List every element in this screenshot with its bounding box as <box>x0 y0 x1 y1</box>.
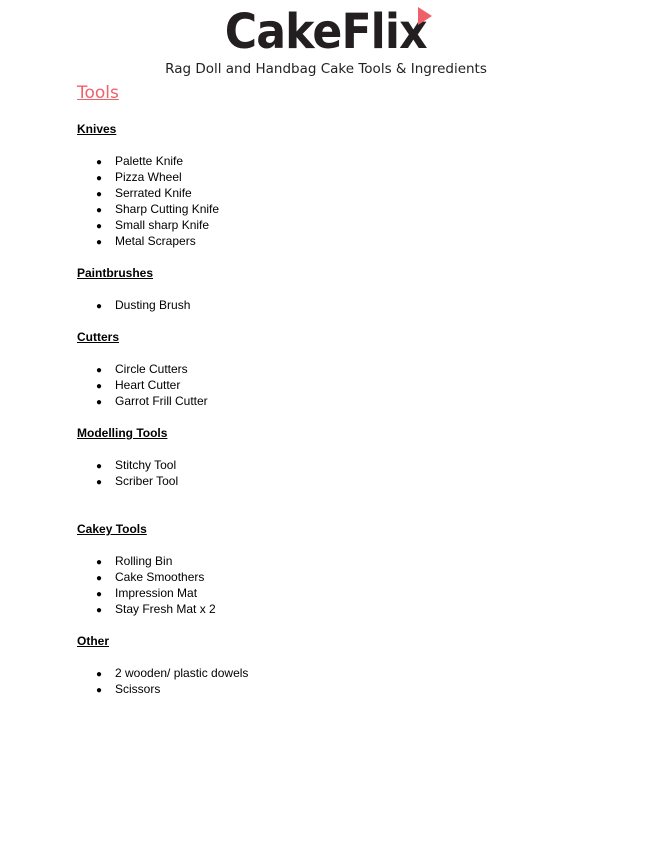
list-item: ● Sharp Cutting Knife <box>96 201 219 219</box>
bullet-icon: ● <box>96 365 103 376</box>
list-item: ● Stay Fresh Mat x 2 <box>96 601 216 619</box>
list-item: ● Metal Scrapers <box>96 233 196 251</box>
bullet-icon: ● <box>96 589 103 600</box>
bullet-icon: ● <box>96 669 103 680</box>
document-subtitle: Rag Doll and Handbag Cake Tools & Ingredients <box>165 61 487 77</box>
bullet-icon: ● <box>96 205 103 216</box>
category-heading-knives: Knives <box>77 122 117 136</box>
bullet-icon: ● <box>96 173 103 184</box>
list-item: ● Scriber Tool <box>96 473 178 491</box>
section-title-tools: Tools <box>77 83 119 103</box>
list-item: ● Garrot Frill Cutter <box>96 393 208 411</box>
list-item: ● Cake Smoothers <box>96 569 204 587</box>
bullet-icon: ● <box>96 237 103 248</box>
bullet-icon: ● <box>96 477 103 488</box>
bullet-icon: ● <box>96 605 103 616</box>
category-heading-paintbrushes: Paintbrushes <box>77 266 154 280</box>
play-triangle-icon <box>418 7 432 25</box>
bullet-icon: ● <box>96 189 103 200</box>
list-item: ● Serrated Knife <box>96 185 192 203</box>
list-item: ● Stitchy Tool <box>96 457 176 475</box>
category-heading-other: Other <box>77 634 110 648</box>
category-heading-cutters: Cutters <box>77 330 120 344</box>
list-item: ● Impression Mat <box>96 585 197 603</box>
list-item: ● Rolling Bin <box>96 553 172 571</box>
bullet-icon: ● <box>96 685 103 696</box>
list-item: ● Dusting Brush <box>96 297 190 315</box>
cakeflix-logo <box>0 4 652 60</box>
list-item: ● Pizza Wheel <box>96 169 182 187</box>
bullet-icon: ● <box>96 461 103 472</box>
list-item: ● Scissors <box>96 681 160 699</box>
list-item: ● Palette Knife <box>96 153 183 171</box>
bullet-icon: ● <box>96 573 103 584</box>
bullet-icon: ● <box>96 301 103 312</box>
bullet-icon: ● <box>96 557 103 568</box>
list-item: ● Heart Cutter <box>96 377 180 395</box>
logo-text: CakeFlix <box>225 4 427 60</box>
category-heading-cakey-tools: Cakey Tools <box>77 522 147 536</box>
list-item: ● 2 wooden/ plastic dowels <box>96 665 248 683</box>
list-item: ● Small sharp Knife <box>96 217 209 235</box>
bullet-icon: ● <box>96 157 103 168</box>
list-item: ● Circle Cutters <box>96 361 188 379</box>
category-heading-modelling-tools: Modelling Tools <box>77 426 168 440</box>
bullet-icon: ● <box>96 221 103 232</box>
bullet-icon: ● <box>96 381 103 392</box>
bullet-icon: ● <box>96 397 103 408</box>
